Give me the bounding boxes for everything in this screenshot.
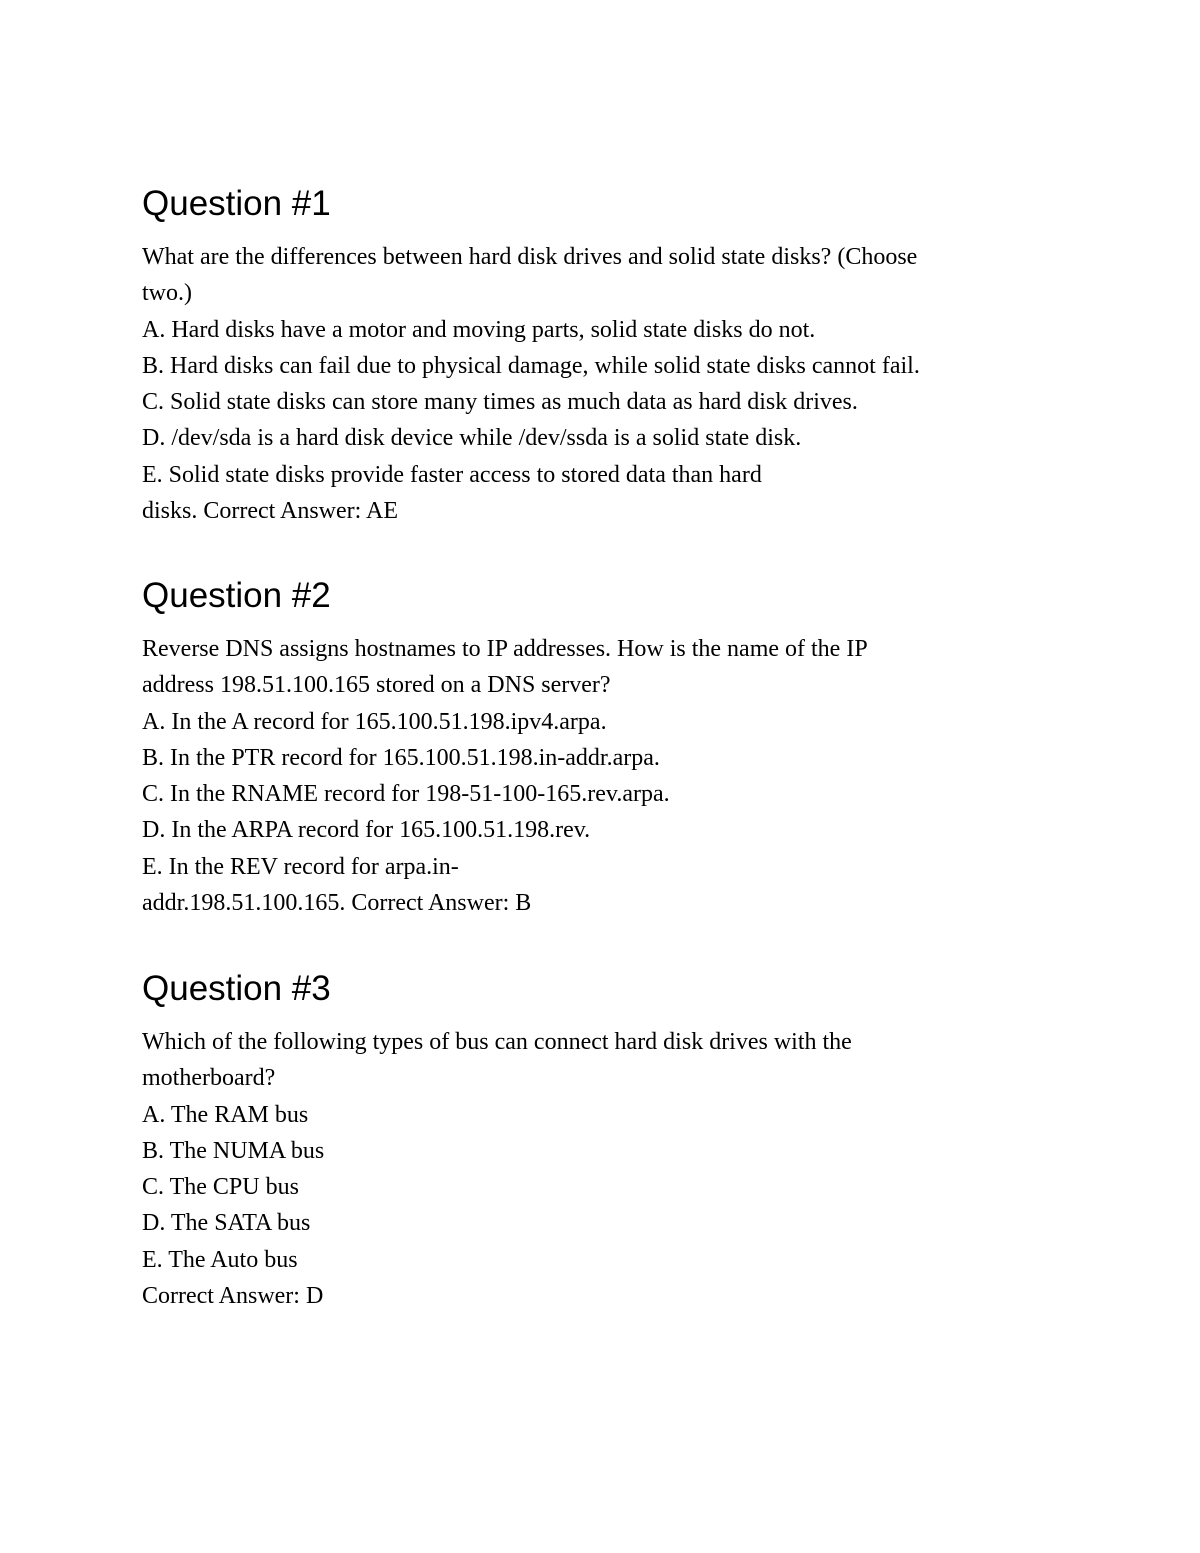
option-e: E. In the REV record for arpa.in- [142,853,459,880]
question-heading: Question #1 [142,184,331,223]
question-text: address 198.51.100.165 stored on a DNS server? [142,672,611,699]
option-e: E. The Auto bus [142,1246,298,1273]
correct-answer: addr.198.51.100.165. Correct Answer: B [142,890,532,917]
question-2 [142,575,1062,921]
option-d: D. The SATA bus [142,1210,311,1237]
question-3 [142,968,1062,1314]
question-text: two.) [142,280,192,307]
question-text: Which of the following types of bus can connect hard disk drives with the [142,1029,852,1055]
question-1 [142,183,1062,529]
option-d: D. In the ARPA record for 165.100.51.198.rev. [142,817,591,844]
correct-answer: Correct Answer: D [142,1283,324,1310]
option-b: B. The NUMA bus [142,1137,325,1164]
option-d: D. /dev/sda is a hard disk device while /dev/ssda is a solid state disk. [142,425,802,452]
option-c: C. Solid state disks can store many times as much data as hard disk drives. [142,389,858,416]
option-c: C. The CPU bus [142,1174,299,1201]
correct-answer: disks. Correct Answer: AE [142,498,398,525]
question-text: What are the differences between hard disk drives and solid state disks? (Choose [142,244,918,270]
option-c: C. In the RNAME record for 198-51-100-165.rev.arpa. [142,781,670,808]
question-heading: Question #2 [142,576,331,615]
option-a: A. Hard disks have a motor and moving parts, solid state disks do not. [142,316,816,343]
option-a: A. In the A record for 165.100.51.198.ipv4.arpa. [142,708,607,735]
question-heading: Question #3 [142,969,331,1008]
option-b: B. In the PTR record for 165.100.51.198.in-addr.arpa. [142,744,660,771]
option-b: B. Hard disks can fail due to physical damage, while solid state disks cannot fail. [142,352,920,379]
question-text: motherboard? [142,1065,276,1092]
option-e: E. Solid state disks provide faster access to stored data than hard [142,461,762,488]
option-a: A. The RAM bus [142,1101,309,1128]
question-text: Reverse DNS assigns hostnames to IP addresses. How is the name of the IP [142,636,868,662]
